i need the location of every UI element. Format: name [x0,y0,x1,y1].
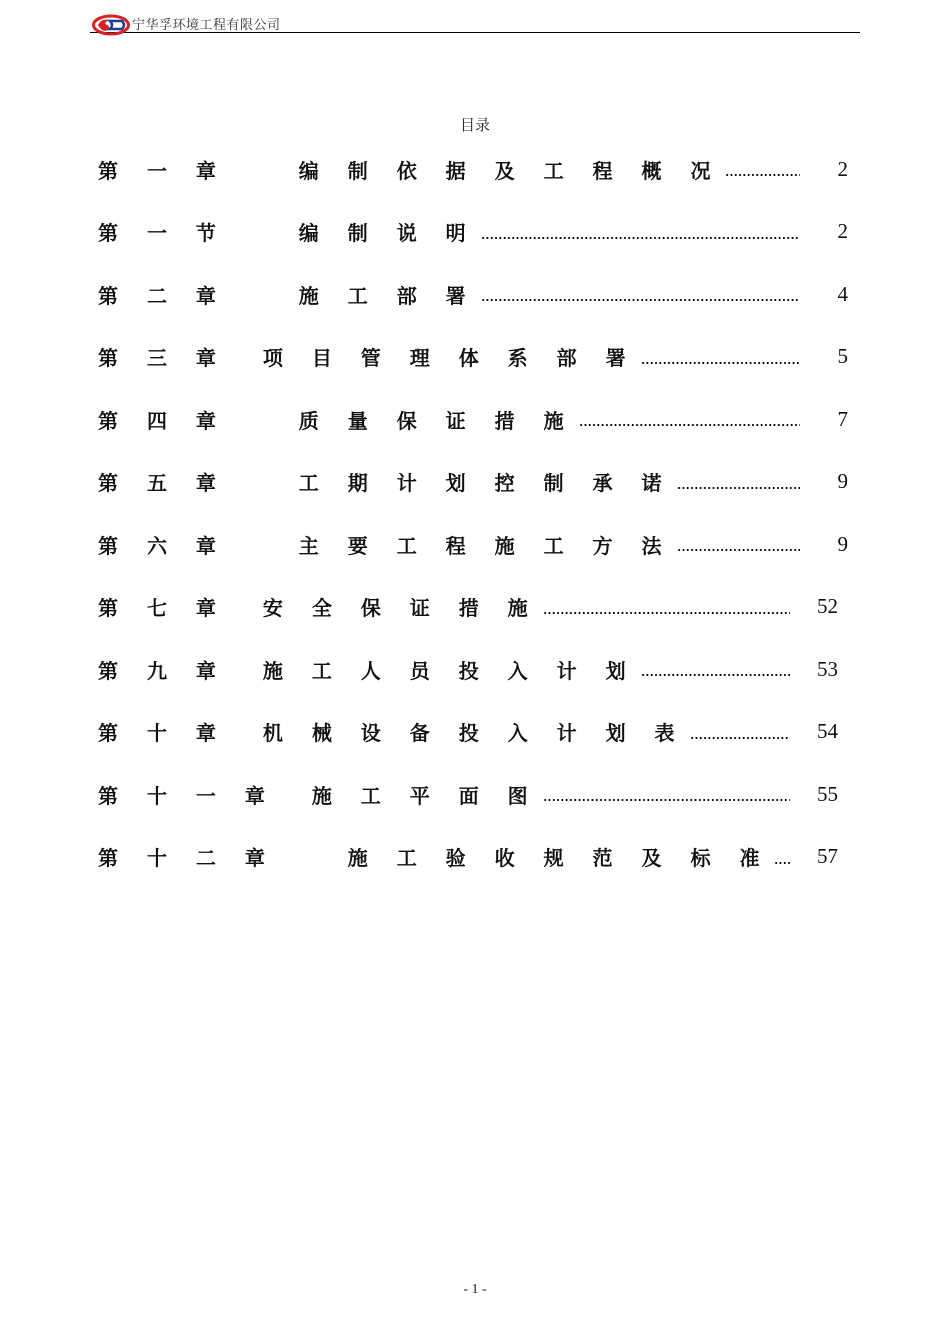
toc-entry-page: 52 [817,594,838,619]
toc-entry[interactable] [98,201,848,264]
toc-entry-label: 第 二 章 施 工 部 署 [98,283,477,308]
toc-leader-dots [677,472,800,492]
toc-entry-label: 第 九 章 施 工 人 员 投 入 计 划 [98,658,637,683]
toc-entry[interactable] [98,826,848,889]
toc-leader-dots [725,159,800,179]
toc-leader-dots [774,847,790,867]
table-of-contents [98,138,848,888]
toc-entry-label: 第 五 章 工 期 计 划 控 制 承 诺 [98,471,673,496]
toc-entry-page: 7 [837,406,848,431]
toc-leader-dots [641,347,800,367]
toc-leader-dots [579,409,800,429]
toc-entry-label: 第 一 节 编 制 说 明 [98,221,477,246]
toc-entry-page: 5 [837,344,848,369]
toc-leader-dots [543,597,790,617]
toc-entry-page: 2 [837,156,848,181]
toc-entry[interactable] [98,763,848,826]
toc-entry-page: 55 [817,781,838,806]
toc-entry[interactable] [98,326,848,389]
toc-entry[interactable] [98,263,848,326]
toc-entry[interactable] [98,701,848,764]
toc-entry-page: 57 [817,844,838,869]
toc-entry[interactable] [98,513,848,576]
page-number: - 1 - [463,1282,487,1297]
toc-entry[interactable] [98,388,848,451]
toc-entry-page: 2 [837,219,848,244]
company-logo-icon [92,14,130,36]
toc-entry-page: 53 [817,656,838,681]
toc-title: 目录 [459,116,490,134]
toc-leader-dots [543,784,790,804]
toc-leader-dots [641,659,790,679]
toc-entry-page: 4 [837,281,848,306]
toc-entry-label: 第 四 章 质 量 保 证 措 施 [98,408,575,433]
toc-entry-page: 54 [817,719,838,744]
toc-leader-dots [481,222,800,242]
toc-entry[interactable] [98,451,848,514]
toc-leader-dots [690,722,790,742]
toc-entry[interactable] [98,576,848,639]
toc-entry-label: 第 七 章 安 全 保 证 措 施 [98,596,539,621]
toc-leader-dots [677,534,800,554]
toc-entry-page: 9 [837,469,848,494]
toc-entry-label: 第 十 章 机 械 设 备 投 入 计 划 表 [98,721,686,746]
toc-entry-label: 第 十 一 章 施 工 平 面 图 [98,783,539,808]
toc-entry[interactable] [98,638,848,701]
company-name: 宁华孚环境工程有限公司 [132,18,281,33]
page-header [90,10,860,33]
toc-entry-label: 第 六 章 主 要 工 程 施 工 方 法 [98,533,673,558]
toc-entry-label: 第 十 二 章 施 工 验 收 规 范 及 标 准 [98,846,771,871]
toc-entry[interactable] [98,138,848,201]
toc-leader-dots [481,284,800,304]
toc-entry-label: 第 三 章 项 目 管 理 体 系 部 署 [98,346,637,371]
toc-entry-page: 9 [837,531,848,556]
toc-entry-label: 第 一 章 编 制 依 据 及 工 程 概 况 [98,158,722,183]
